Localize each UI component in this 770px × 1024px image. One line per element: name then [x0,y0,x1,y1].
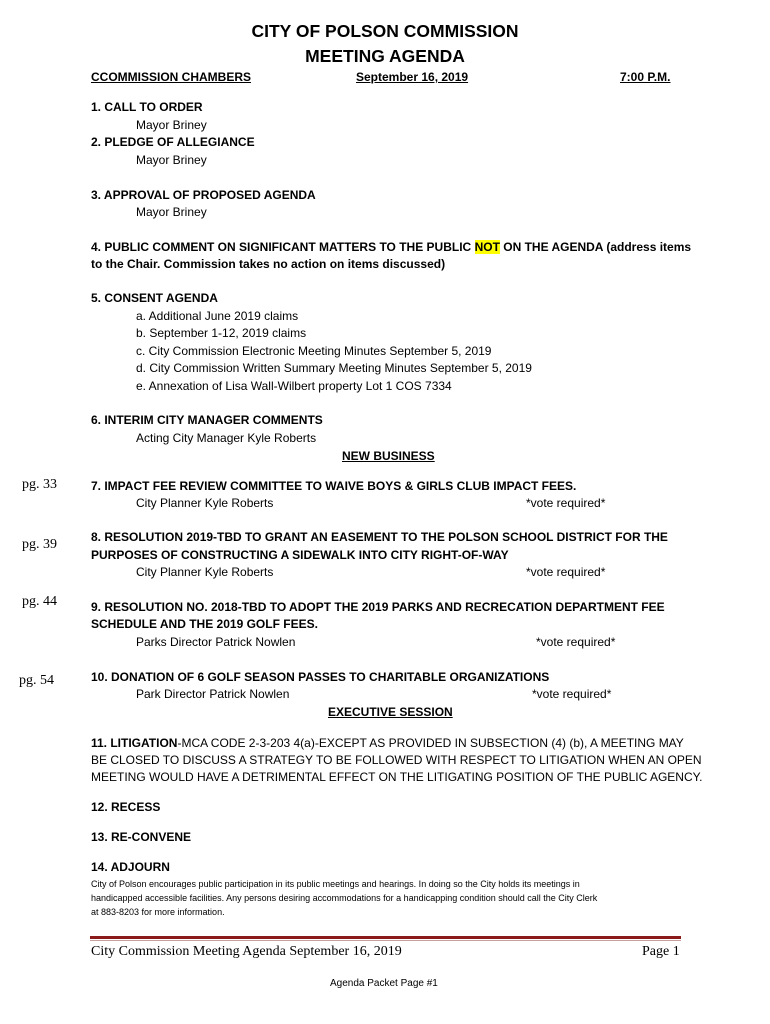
meeting-date: September 16, 2019 [356,70,469,84]
item-parks-fee: 9. RESOLUTION NO. 2018-TBD TO ADOPT THE 2019 PARKS AND RECRECATION DEPARTMENT FEE [91,600,665,614]
litigation-text: -MCA CODE 2-3-203 4(a)-EXCEPT AS PROVIDED IN SUBSECTION (4) (b), A MEETING MAY [177,736,684,750]
item-impact-fee-presenter: City Planner Kyle Roberts [136,496,274,510]
item-consent-agenda: 5. CONSENT AGENDA [91,291,218,305]
public-comment-text-end: ON THE AGENDA (address items [499,240,692,254]
vote-required: *vote required* [526,496,606,510]
item-reconvene: 13. RE-CONVENE [91,830,192,844]
consent-subitem: e. Annexation of Lisa Wall-Wilbert property Lot 1 COS 7334 [136,379,452,393]
item-pledge: 2. PLEDGE OF ALLEGIANCE [91,135,255,149]
item-public-comment [91,239,691,256]
item-parks-fee-line2: SCHEDULE AND THE 2019 GOLF FEES. [91,617,318,631]
consent-subitem: d. City Commission Written Summary Meeting Minutes September 5, 2019 [136,361,532,375]
vote-required: *vote required* [532,687,612,701]
item-recess: 12. RECESS [91,800,161,814]
item-golf-passes-presenter: Park Director Patrick Nowlen [136,687,290,701]
consent-subitem: a. Additional June 2019 claims [136,309,299,323]
footer-rule-light [90,940,681,941]
consent-subitem: c. City Commission Electronic Meeting Minutes September 5, 2019 [136,344,492,358]
item-call-to-order-presenter: Mayor Briney [136,118,207,132]
item-litigation-line3: MEETING WOULD HAVE A DETRIMENTAL EFFECT ON THE LITIGATING POSITION OF THE PUBLIC AGENCY. [91,770,703,784]
item-pledge-presenter: Mayor Briney [136,153,207,167]
executive-session-heading: EXECUTIVE SESSION [328,705,453,719]
footer-rule [90,936,681,939]
litigation-label: 11. LITIGATION [91,736,178,750]
vote-required: *vote required* [526,565,606,579]
item-adjourn: 14. ADJOURN [91,860,170,874]
vote-required: *vote required* [536,635,616,649]
page-ref: pg. 39 [22,537,57,552]
item-call-to-order: 1. CALL TO ORDER [91,100,203,114]
public-comment-text: 4. PUBLIC COMMENT ON SIGNIFICANT MATTERS TO THE PUBLIC [91,240,475,254]
item-public-comment-line2: to the Chair. Commission takes no action on items discussed) [91,257,446,271]
meeting-time: 7:00 P.M. [620,70,671,84]
item-litigation [91,735,684,752]
item-approval-presenter: Mayor Briney [136,205,207,219]
accessibility-notice: City of Polson encourages public participation in its public meetings and hearings. In doing so the City holds its meetings in [91,879,580,889]
item-easement: 8. RESOLUTION 2019-TBD TO GRANT AN EASEMENT TO THE POLSON SCHOOL DISTRICT FOR THE [91,530,668,544]
agenda-title-line2: MEETING AGENDA [305,46,465,66]
new-business-heading: NEW BUSINESS [342,449,435,463]
highlighted-not: NOT [474,240,500,254]
accessibility-notice-line3: at 883-8203 for more information. [91,907,225,917]
item-approval: 3. APPROVAL OF PROPOSED AGENDA [91,188,316,202]
item-easement-line2: PURPOSES OF CONSTRUCTING A SIDEWALK INTO CITY RIGHT-OF-WAY [91,548,509,562]
agenda-title-line1: CITY OF POLSON COMMISSION [251,21,519,41]
item-impact-fee: 7. IMPACT FEE REVIEW COMMITTEE TO WAIVE BOYS & GIRLS CLUB IMPACT FEES. [91,479,577,493]
item-golf-passes: 10. DONATION OF 6 GOLF SEASON PASSES TO CHARITABLE ORGANIZATIONS [91,670,550,684]
page-ref: pg. 33 [22,477,57,492]
footer-title: City Commission Meeting Agenda September 16, 2019 [91,944,402,959]
page-ref: pg. 54 [19,673,54,688]
accessibility-notice-line2: handicapped accessible facilities. Any persons desiring accommodations for a handicapping condition should call the City Clerk [91,893,598,903]
item-parks-fee-presenter: Parks Director Patrick Nowlen [136,635,296,649]
consent-subitem: b. September 1-12, 2019 claims [136,326,307,340]
item-litigation-line2: BE CLOSED TO DISCUSS A STRATEGY TO BE FOLLOWED WITH RESPECT TO LITIGATION WHEN AN OPEN [91,753,702,767]
footer-page-number: Page 1 [642,944,680,959]
page-ref: pg. 44 [22,594,57,609]
item-manager-comments: 6. INTERIM CITY MANAGER COMMENTS [91,413,323,427]
meeting-location: CCOMMISSION CHAMBERS [91,70,252,84]
agenda-packet-page: Agenda Packet Page #1 [330,978,438,989]
item-easement-presenter: City Planner Kyle Roberts [136,565,274,579]
item-manager-presenter: Acting City Manager Kyle Roberts [136,431,317,445]
